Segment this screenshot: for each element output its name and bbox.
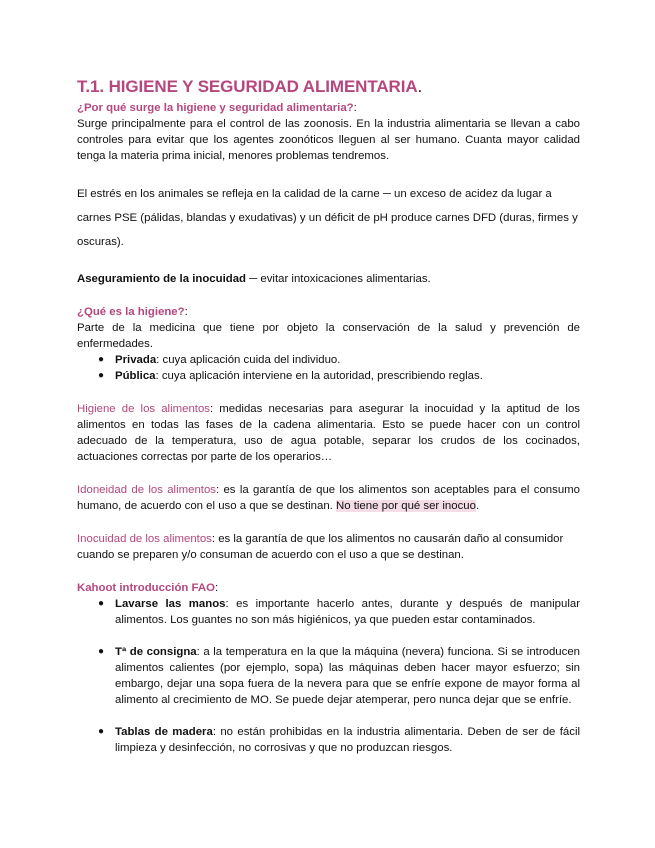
- list-item-text: : cuya aplicación cuida del individuo.: [156, 354, 341, 366]
- spacer: [77, 514, 580, 531]
- kahoot-colon: :: [214, 582, 219, 594]
- bullet-icon: ●: [98, 598, 105, 609]
- q1-heading-line: [77, 100, 580, 116]
- list-item: [98, 644, 580, 708]
- aseguramiento-rest: ─ evitar intoxicaciones alimentarias.: [246, 273, 431, 285]
- idoneidad-end: .: [475, 500, 480, 512]
- bullet-icon: ●: [98, 354, 105, 365]
- list-item-term: Tablas de madera: [115, 726, 213, 738]
- higiene-alimentos-rest: : medidas necesarias para asegurar la inocuidad y la aptitud de los alimentos en todas las fases de la cadena alimentaria. Esto se puede hacer con un control adecuado de la temperatura, uso de agua potable, separar los crudos de los cocinados, actuaciones correctas por parte de los operarios…: [77, 403, 580, 463]
- list-item-text: : no están prohibidas en la industria alimentaria. Deben de ser de fácil limpieza y desinfección, no corrosivas y que no produzcan riesgos.: [115, 726, 581, 754]
- title-dot: .: [417, 77, 423, 96]
- bullet-icon: ●: [98, 370, 105, 381]
- aseguramiento-term: Aseguramiento de la inocuidad: [77, 273, 246, 285]
- list-item-text: : cuya aplicación interviene en la autoridad, prescribiendo reglas.: [155, 370, 483, 382]
- document-page: [77, 76, 580, 756]
- list-item-term: Pública: [115, 370, 156, 382]
- stress-paragraph: El estrés en los animales se refleja en la calidad de la carne ─ un exceso de acidez da lugar a carnes PSE (pálidas, blandas y exudativas) y un déficit de pH produce carnes DFD (duras, firmes y oscuras).: [77, 188, 578, 248]
- idoneidad-highlight: No tiene por qué ser inocuo: [336, 500, 476, 512]
- kahoot-heading-line: [77, 580, 580, 596]
- q1-heading: ¿Por qué surge la higiene y seguridad alimentaria?: [77, 102, 354, 114]
- list-item: [98, 352, 580, 368]
- q1-body: Surge principalmente para el control de las zoonosis. En la industria alimentaria se llevan a cabo controles para evitar que los agentes zoonóticos lleguen al ser humano. Cuanta mayor calidad tenga la materia prima inicial, menores problemas tendremos.: [77, 118, 580, 162]
- spacer: [77, 254, 580, 271]
- list-item: [98, 368, 580, 384]
- hygiene-types-list: [77, 352, 580, 384]
- spacer: [77, 563, 580, 580]
- list-item-term: Privada: [115, 354, 157, 366]
- idoneidad-rest: : es la garantía de que los alimentos son aceptables para el consumo humano, de acuerdo con el uso a que se destinan.: [77, 484, 580, 512]
- bullet-icon: ●: [98, 646, 105, 657]
- higiene-alimentos-term: Higiene de los alimentos: [77, 403, 210, 415]
- spacer: [77, 465, 580, 482]
- q1-colon: :: [353, 102, 357, 114]
- idoneidad-paragraph: [77, 482, 580, 514]
- list-item: [98, 596, 580, 628]
- spacer: [77, 164, 580, 180]
- q2-colon: :: [184, 306, 188, 318]
- spacer: [77, 287, 580, 304]
- title-text: T.1. HIGIENE Y SEGURIDAD ALIMENTARIA: [77, 77, 418, 96]
- inocuidad-paragraph: [77, 531, 580, 563]
- list-item-term: Lavarse las manos: [115, 598, 226, 610]
- bullet-icon: ●: [98, 726, 105, 737]
- kahoot-list: [77, 596, 580, 756]
- list-item-text: : es importante hacerlo antes, durante y después de manipular alimentos. Los guantes no son más higiénicos, ya que pueden estar contaminados.: [115, 598, 580, 626]
- page-title: [77, 76, 580, 98]
- spacer: [77, 384, 580, 401]
- kahoot-heading: Kahoot introducción FAO: [77, 582, 215, 594]
- list-item-text: : a la temperatura en la que la máquina (nevera) funciona. Si se introducen alimentos calientes (por ejemplo, sopa) las máquinas deben hacer mayor esfuerzo; sin embargo, dejar una sopa fuera de la nevera para que se enfríe expone de mayor forma al alimento al crecimiento de MO. Se puede dejar atemperar, pero nunca dejar que se enfríe.: [115, 646, 580, 706]
- list-item: [98, 724, 581, 756]
- aseguramiento-paragraph: [77, 271, 580, 287]
- inocuidad-term: Inocuidad de los alimentos: [77, 533, 212, 545]
- idoneidad-term: Idoneidad de los alimentos: [77, 484, 216, 496]
- q2-heading: ¿Qué es la higiene?: [77, 306, 185, 318]
- inocuidad-rest: : es la garantía de que los alimentos no causarán daño al consumidor cuando se preparen y/o consuman de acuerdo con el uso a que se destinan.: [77, 533, 564, 561]
- list-item-term: Tª de consigna: [115, 646, 197, 658]
- higiene-alimentos-paragraph: [77, 401, 580, 465]
- q2-body: Parte de la medicina que tiene por objeto la conservación de la salud y prevención de enfermedades.: [77, 322, 580, 350]
- q2-heading-line: [77, 304, 580, 320]
